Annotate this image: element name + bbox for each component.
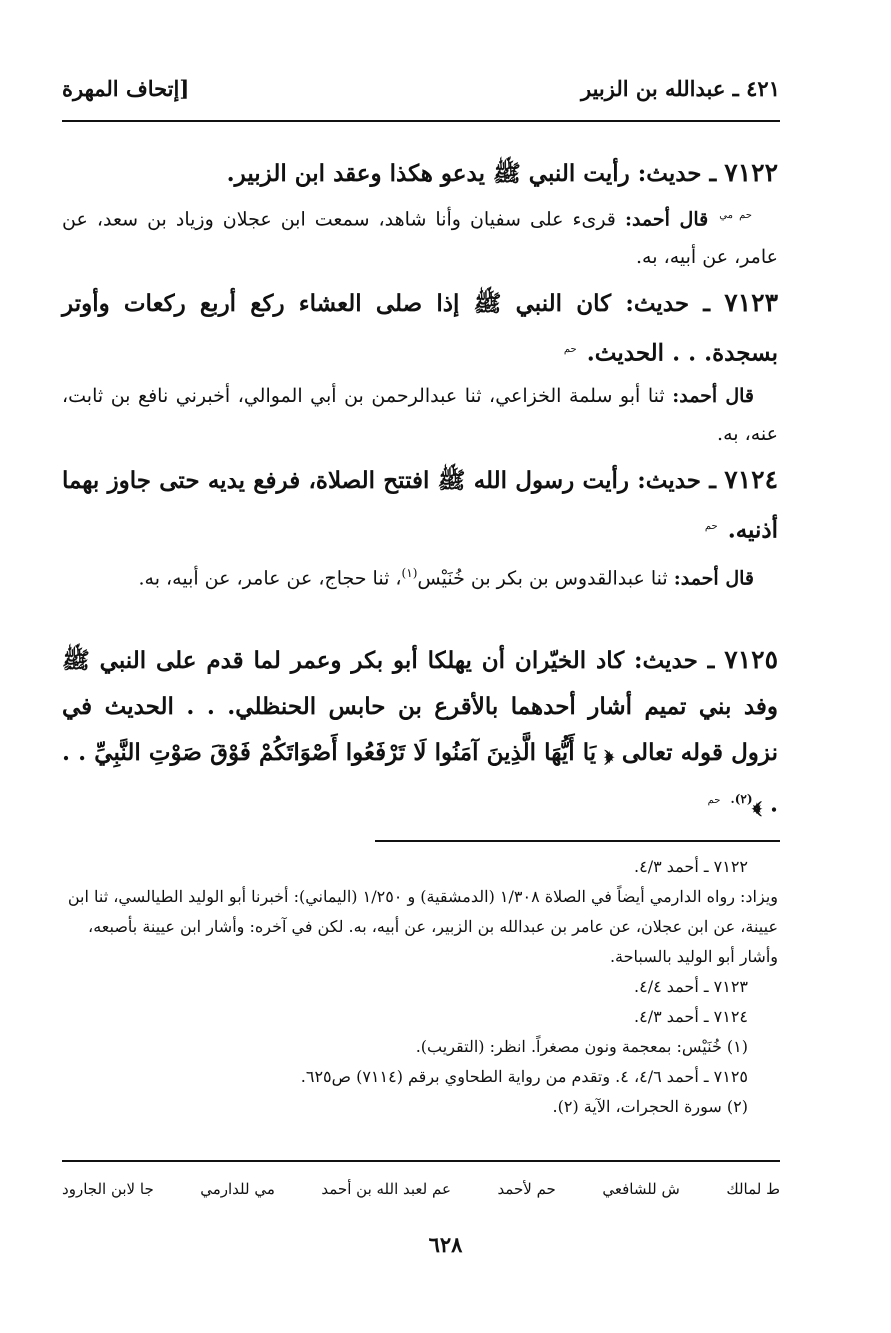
sanad-text: ثنا أبو سلمة الخزاعي، ثنا عبدالرحمن بن أبي الموالي، أخبرني نافع بن ثابت، عنه، به. bbox=[62, 384, 778, 445]
footnote: ٧١٢٣ ـ أحمد ٤/٤. bbox=[634, 977, 748, 996]
hadith-entry bbox=[62, 150, 778, 197]
legend-item: حم لأحمد bbox=[497, 1180, 556, 1198]
legend-item: مي للدارمي bbox=[200, 1180, 275, 1198]
hadith-number: ٧١٢٣ bbox=[724, 288, 778, 318]
hadith-text: ـ حديث: كان النبي ﷺ إذا صلى العشاء ركع أربع ركعات وأوتر بسجدة. . . الحديث. bbox=[62, 290, 778, 367]
footnote: ٧١٢٤ ـ أحمد ٤/٣. bbox=[634, 1007, 748, 1026]
hadith-entry bbox=[62, 280, 778, 377]
hadith-text: ـ حديث: رأيت رسول الله ﷺ افتتح الصلاة، فرفع يديه حتى جاوز بهما أذنيه. bbox=[62, 466, 778, 544]
footnote-rule bbox=[375, 840, 780, 842]
source-code: حم bbox=[707, 794, 721, 806]
sanad-paragraph bbox=[62, 554, 778, 597]
sanad-text: ، ثنا حجاج، عن عامر، عن أبيه، به. bbox=[138, 566, 402, 589]
footnote: (١) خُنَيْس: بمعجمة ونون مصغراً. انظر: (التقريب). bbox=[415, 1037, 748, 1056]
sanad-label: قال أحمد: bbox=[672, 384, 754, 407]
sanad-label: قال أحمد: bbox=[624, 208, 709, 231]
footnote: ٧١٢٥ ـ أحمد ٤/٦، ٤. وتقدم من رواية الطحاوي برقم (٧١١٤) ص٦٢٥. bbox=[300, 1067, 748, 1086]
footnote: ويزاد: رواه الدارمي أيضاً في الصلاة ١/٣٠٨ (الدمشقية) و ١/٢٥٠ (اليماني): أخبرنا أبو الوليد الطيالسي، ثنا ابن عيينة، عن ابن عجلان، عن عامر بن عبدالله بن الزبير، عن أبيه، به. لكن في آخره: وأشار ابن عيينة بأصبعه، وأشار أبو الوليد بالسباحة. bbox=[67, 887, 778, 966]
legend-item: عم لعبد الله بن أحمد bbox=[321, 1180, 451, 1198]
hadith-text: ـ حديث: رأيت النبي ﷺ يدعو هكذا وعقد ابن الزبير. bbox=[226, 160, 717, 187]
footnote: (٢) سورة الحجرات، الآية (٢). bbox=[552, 1097, 748, 1116]
source-code: حم bbox=[563, 344, 577, 356]
legend-item: ش للشافعي bbox=[602, 1180, 680, 1198]
hadith-entry bbox=[62, 637, 778, 828]
footnote-ref: (٢). bbox=[730, 791, 753, 806]
sanad-text: ثنا عبدالقدوس بن بكر بن خُنَيْس bbox=[417, 566, 668, 589]
spacer bbox=[62, 601, 778, 637]
sanad-paragraph bbox=[62, 197, 778, 276]
hadith-number: ٧١٢٥ bbox=[724, 644, 778, 674]
legend-item: ط لمالك bbox=[726, 1180, 780, 1198]
page-number: ٦٢٨ bbox=[428, 1232, 463, 1257]
hadith-number: ٧١٢٤ bbox=[724, 464, 779, 494]
source-code: حم مي bbox=[719, 210, 752, 221]
sanad-text: قرىء على سفيان وأنا شاهد، سمعت ابن عجلان وزياد بن سعد، عن عامر، عن أبيه، به. bbox=[62, 208, 778, 269]
legend-item: جا لابن الجارود bbox=[62, 1180, 154, 1198]
sanad-paragraph bbox=[62, 377, 778, 453]
header-rule bbox=[62, 120, 780, 122]
footnotes bbox=[62, 852, 778, 1122]
footnote: ٧١٢٢ ـ أحمد ٤/٣. bbox=[634, 857, 748, 876]
hadith-text: ـ حديث: كاد الخيّران أن يهلكا أبو بكر وعمر لما قدم على النبي ﷺ وفد بني تميم أشار أحدهما بالأقرع بن حابس الحنظلي. . . الحديث في نزول قوله تعالى ﴿ يَا أَيُّهَا الَّذِينَ آمَنُوا لَا تَرْفَعُوا أَصْوَاتَكُمْ فَوْقَ صَوْتِ النَّبِيِّ . . . ﴾ bbox=[62, 646, 778, 818]
main-text bbox=[62, 150, 778, 828]
hadith-number: ٧١٢٢ bbox=[724, 158, 778, 187]
source-code: حم bbox=[704, 520, 718, 532]
abbreviation-legend bbox=[62, 1174, 780, 1204]
legend-rule bbox=[62, 1160, 780, 1162]
running-header bbox=[62, 70, 780, 106]
hadith-entry bbox=[62, 457, 778, 554]
sanad-label: قال أحمد: bbox=[673, 566, 754, 589]
footnote-ref: (١) bbox=[401, 565, 418, 580]
header-book-title: [إتحاف المهرة bbox=[62, 75, 190, 101]
header-chapter: ٤٢١ ـ عبدالله بن الزبير bbox=[581, 75, 780, 101]
